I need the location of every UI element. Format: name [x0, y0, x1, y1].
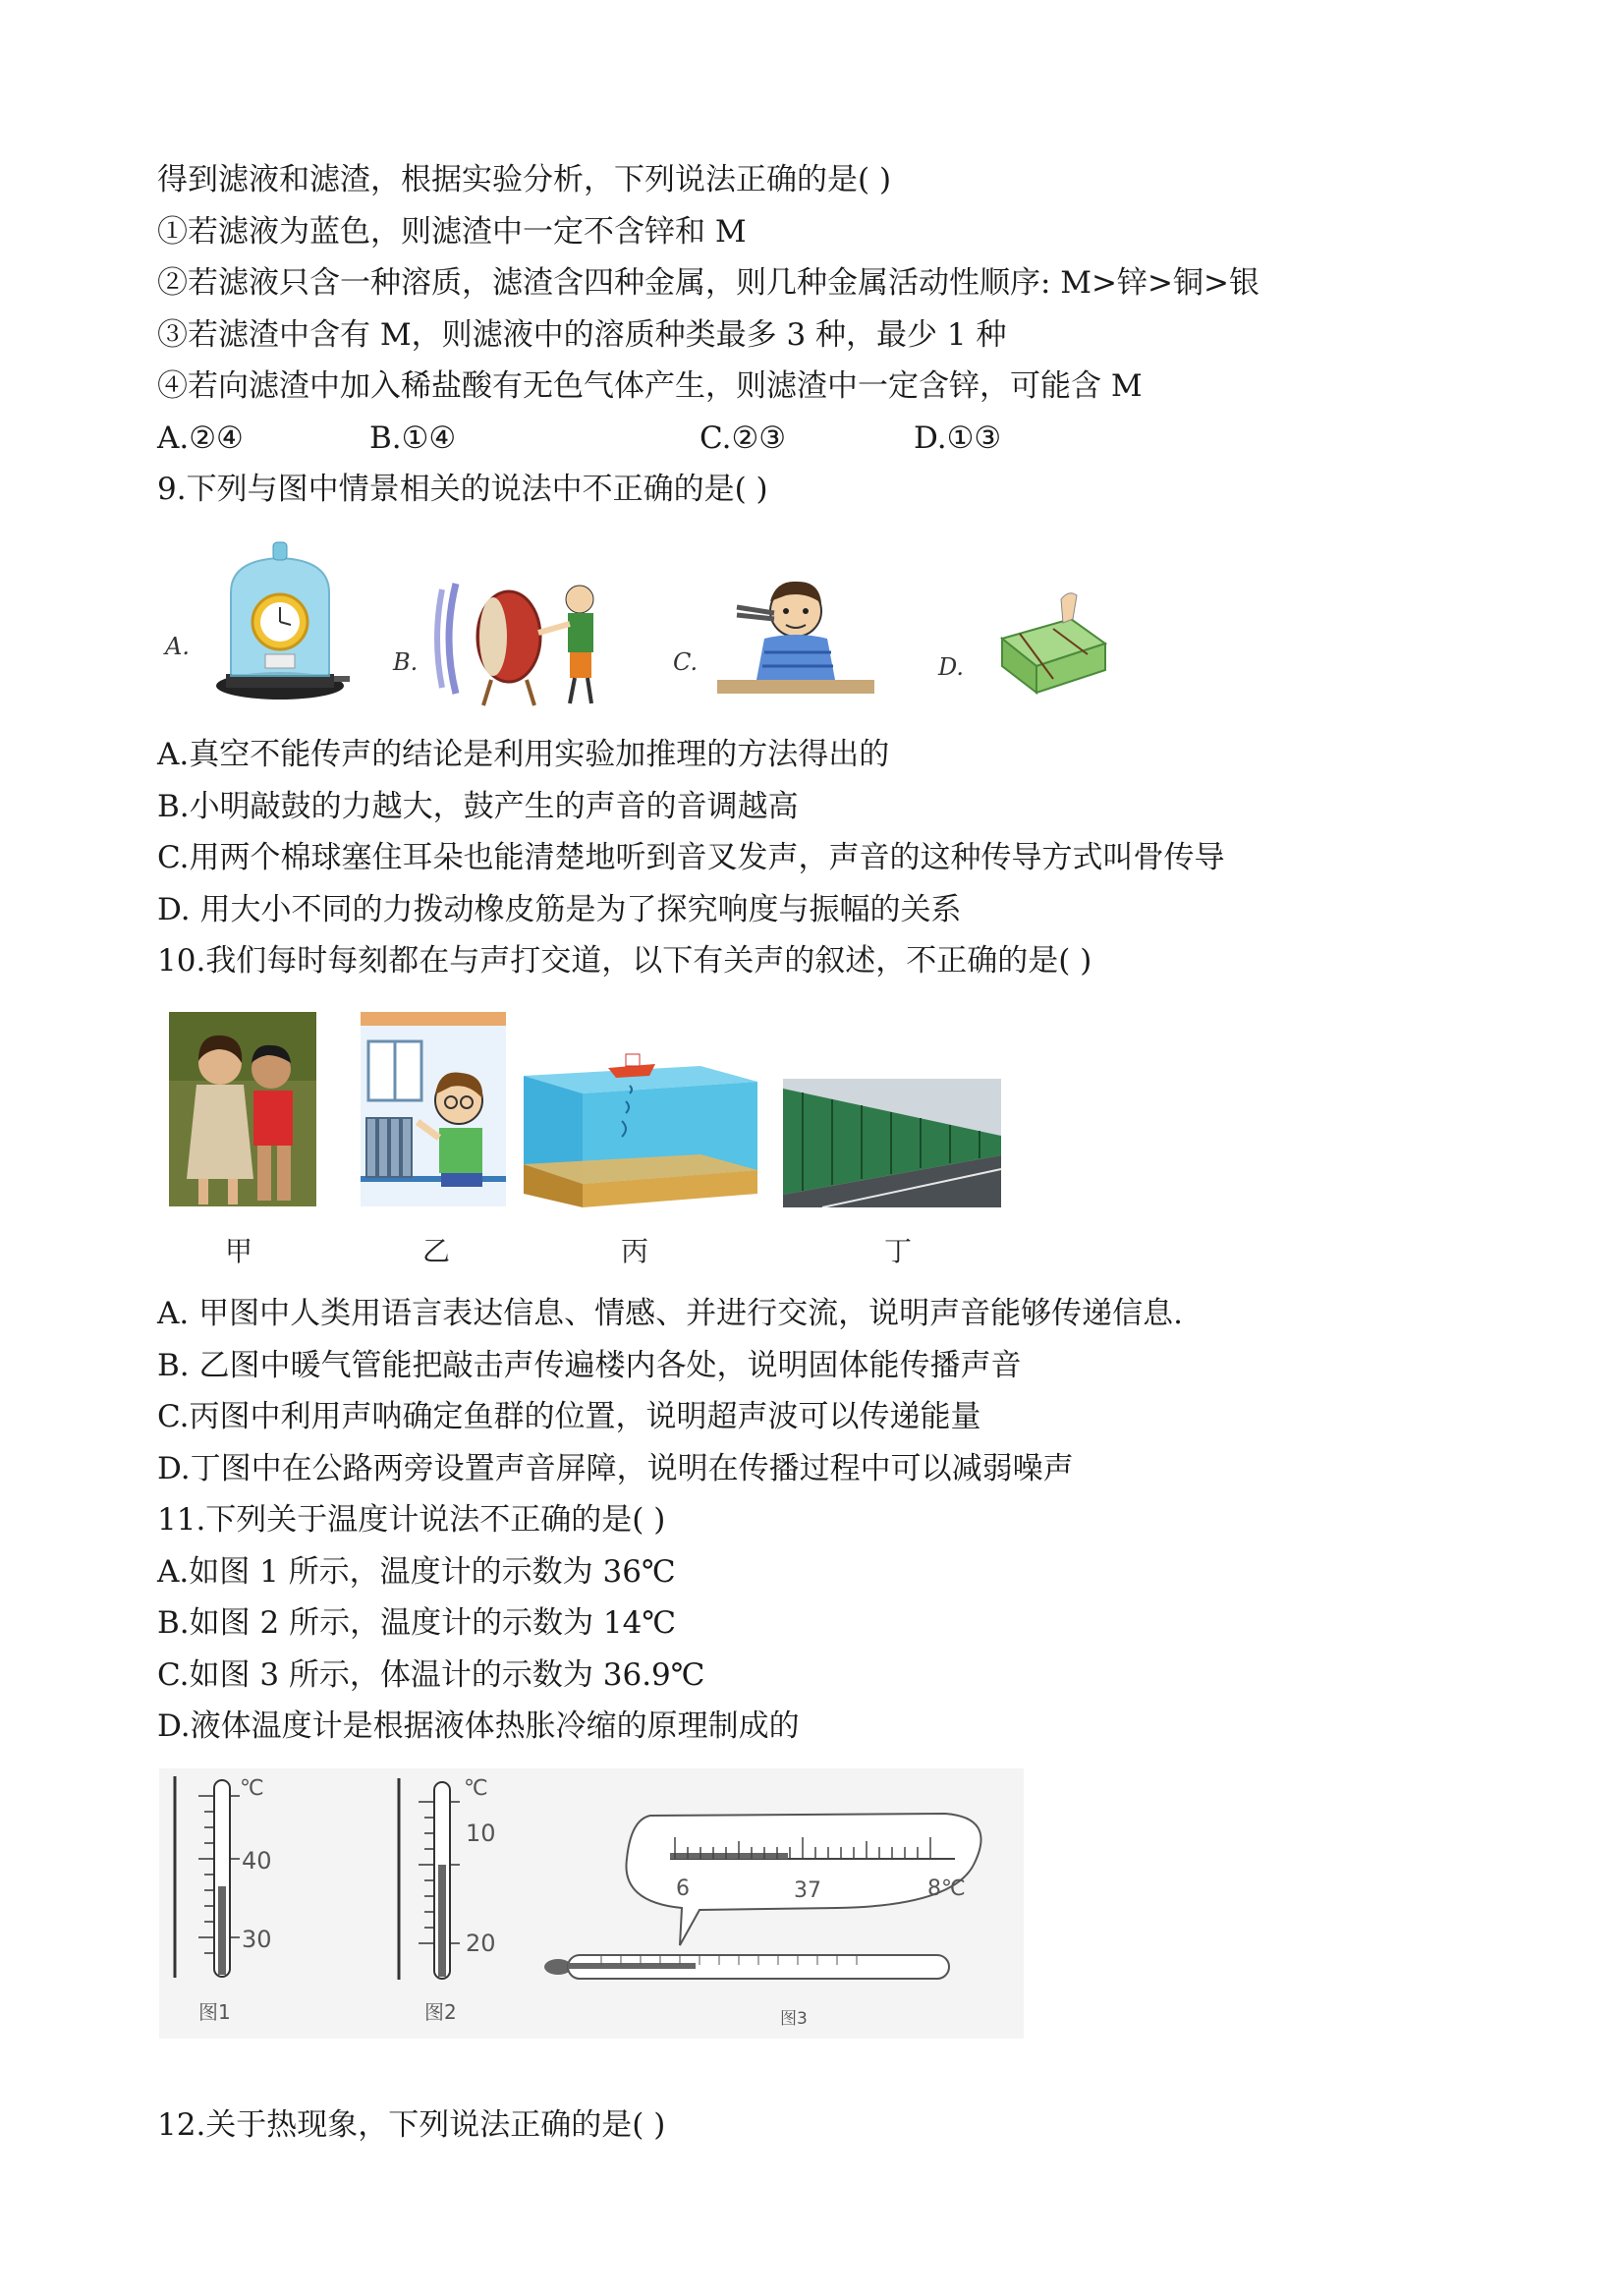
q10-option-a: A. 甲图中人类用语言表达信息、情感、并进行交流，说明声音能够传递信息.: [157, 1296, 1183, 1331]
q11-option-b: B.如图 2 所示，温度计的示数为 14℃: [157, 1605, 677, 1641]
q9-fig-label-c: C.: [673, 648, 699, 676]
q8-options: [157, 419, 1140, 458]
q9-option-a: A.真空不能传声的结论是利用实验加推理的方法得出的: [157, 737, 890, 772]
q8-statement-1: ①若滤液为蓝色，则滤渣中一定不含锌和 M: [157, 214, 747, 250]
q9-option-b: B.小明敲鼓的力越大，鼓产生的声音的音调越高: [157, 789, 799, 824]
q11-option-a: A.如图 1 所示，温度计的示数为 36℃: [157, 1554, 676, 1590]
q9-fig-label-a: A.: [165, 633, 190, 660]
fig-caption-bing: 丙: [620, 1235, 648, 1267]
q9-fig-label-d: D.: [938, 653, 965, 681]
q11-option-d: D.液体温度计是根据液体热胀冷缩的原理制成的: [157, 1708, 800, 1744]
highway-sound-barrier-photo: [783, 1079, 1001, 1207]
q11-stem: 11.下列关于温度计说法不正确的是( ): [157, 1502, 666, 1538]
thermometer-2-tick-10: 10: [466, 1820, 496, 1847]
thermometer-1-caption: 图1: [198, 2000, 231, 2024]
tuning-fork-listener-figure: [717, 570, 874, 698]
q11-option-c: C.如图 3 所示，体温计的示数为 36.9℃: [157, 1657, 705, 1693]
q12-stem: 12.关于热现象，下列说法正确的是( ): [157, 2107, 666, 2143]
clinical-thermometer-tick-6: 6: [676, 1876, 690, 1901]
sonar-ship-figure: [524, 1046, 757, 1207]
q10-option-d: D.丁图中在公路两旁设置声音屏障，说明在传播过程中可以减弱噪声: [157, 1451, 1074, 1486]
clinical-thermometer-caption: 图3: [780, 2009, 808, 2029]
q9-stem: 9.下列与图中情景相关的说法中不正确的是( ): [157, 472, 768, 507]
q8-statement-4: ④若向滤渣中加入稀盐酸有无色气体产生，则滤渣中一定含锌，可能含 M: [157, 368, 1143, 404]
thermometer-1-unit: ℃: [240, 1776, 264, 1801]
thermometer-2-unit: ℃: [464, 1776, 488, 1801]
thermometer-1-tick-40: 40: [242, 1847, 272, 1875]
thermometer-2-caption: 图2: [424, 2000, 457, 2024]
radiator-knocking-figure: [361, 1012, 506, 1206]
clinical-thermometer-figure: [542, 1808, 994, 2004]
q10-option-c: C.丙图中利用声呐确定鱼群的位置，说明超声波可以传递能量: [157, 1399, 981, 1434]
q10-option-b: B. 乙图中暖气管能把敲击声传遍楼内各处，说明固体能传播声音: [157, 1348, 1022, 1383]
clinical-thermometer-tick-8c: 8℃: [927, 1876, 966, 1901]
q8-option-b: B.①④: [369, 420, 457, 456]
q8-option-c: C.②③: [700, 420, 787, 456]
q8-statement-2: ②若滤液只含一种溶质，滤渣含四种金属，则几种金属活动性顺序: M>锌>铜>银: [157, 265, 1259, 301]
q8-statement-3: ③若滤渣中含有 M，则滤液中的溶质种类最多 3 种，最少 1 种: [157, 317, 1007, 353]
children-talking-photo: [169, 1012, 316, 1206]
thermometer-2-tick-20: 20: [466, 1930, 496, 1957]
fig-caption-jia: 甲: [224, 1235, 252, 1267]
q8-option-a: A.②④: [157, 420, 244, 456]
clinical-thermometer-tick-37: 37: [794, 1878, 821, 1903]
q9-fig-label-b: B.: [393, 648, 419, 676]
drum-player-figure: [432, 570, 619, 707]
q10-stem: 10.我们每时每刻都在与声打交道，以下有关声的叙述，不正确的是( ): [157, 943, 1092, 979]
fig-caption-ding: 丁: [883, 1235, 912, 1267]
q8-option-d: D.①③: [914, 420, 1002, 456]
bell-jar-alarm-clock-figure: [206, 538, 354, 705]
q8-stem: 得到滤液和滤渣，根据实验分析，下列说法正确的是( ): [157, 162, 892, 197]
fig-caption-yi: 乙: [421, 1235, 450, 1267]
q9-option-d: D. 用大小不同的力拨动橡皮筋是为了探究响度与振幅的关系: [157, 892, 962, 927]
thermometer-1-tick-30: 30: [242, 1926, 272, 1953]
q9-option-c: C.用两个棉球塞住耳朵也能清楚地听到音叉发声，声音的这种传导方式叫骨传导: [157, 840, 1225, 875]
rubber-band-box-figure: [992, 589, 1110, 698]
thermometer-figures: [159, 1768, 1024, 2039]
